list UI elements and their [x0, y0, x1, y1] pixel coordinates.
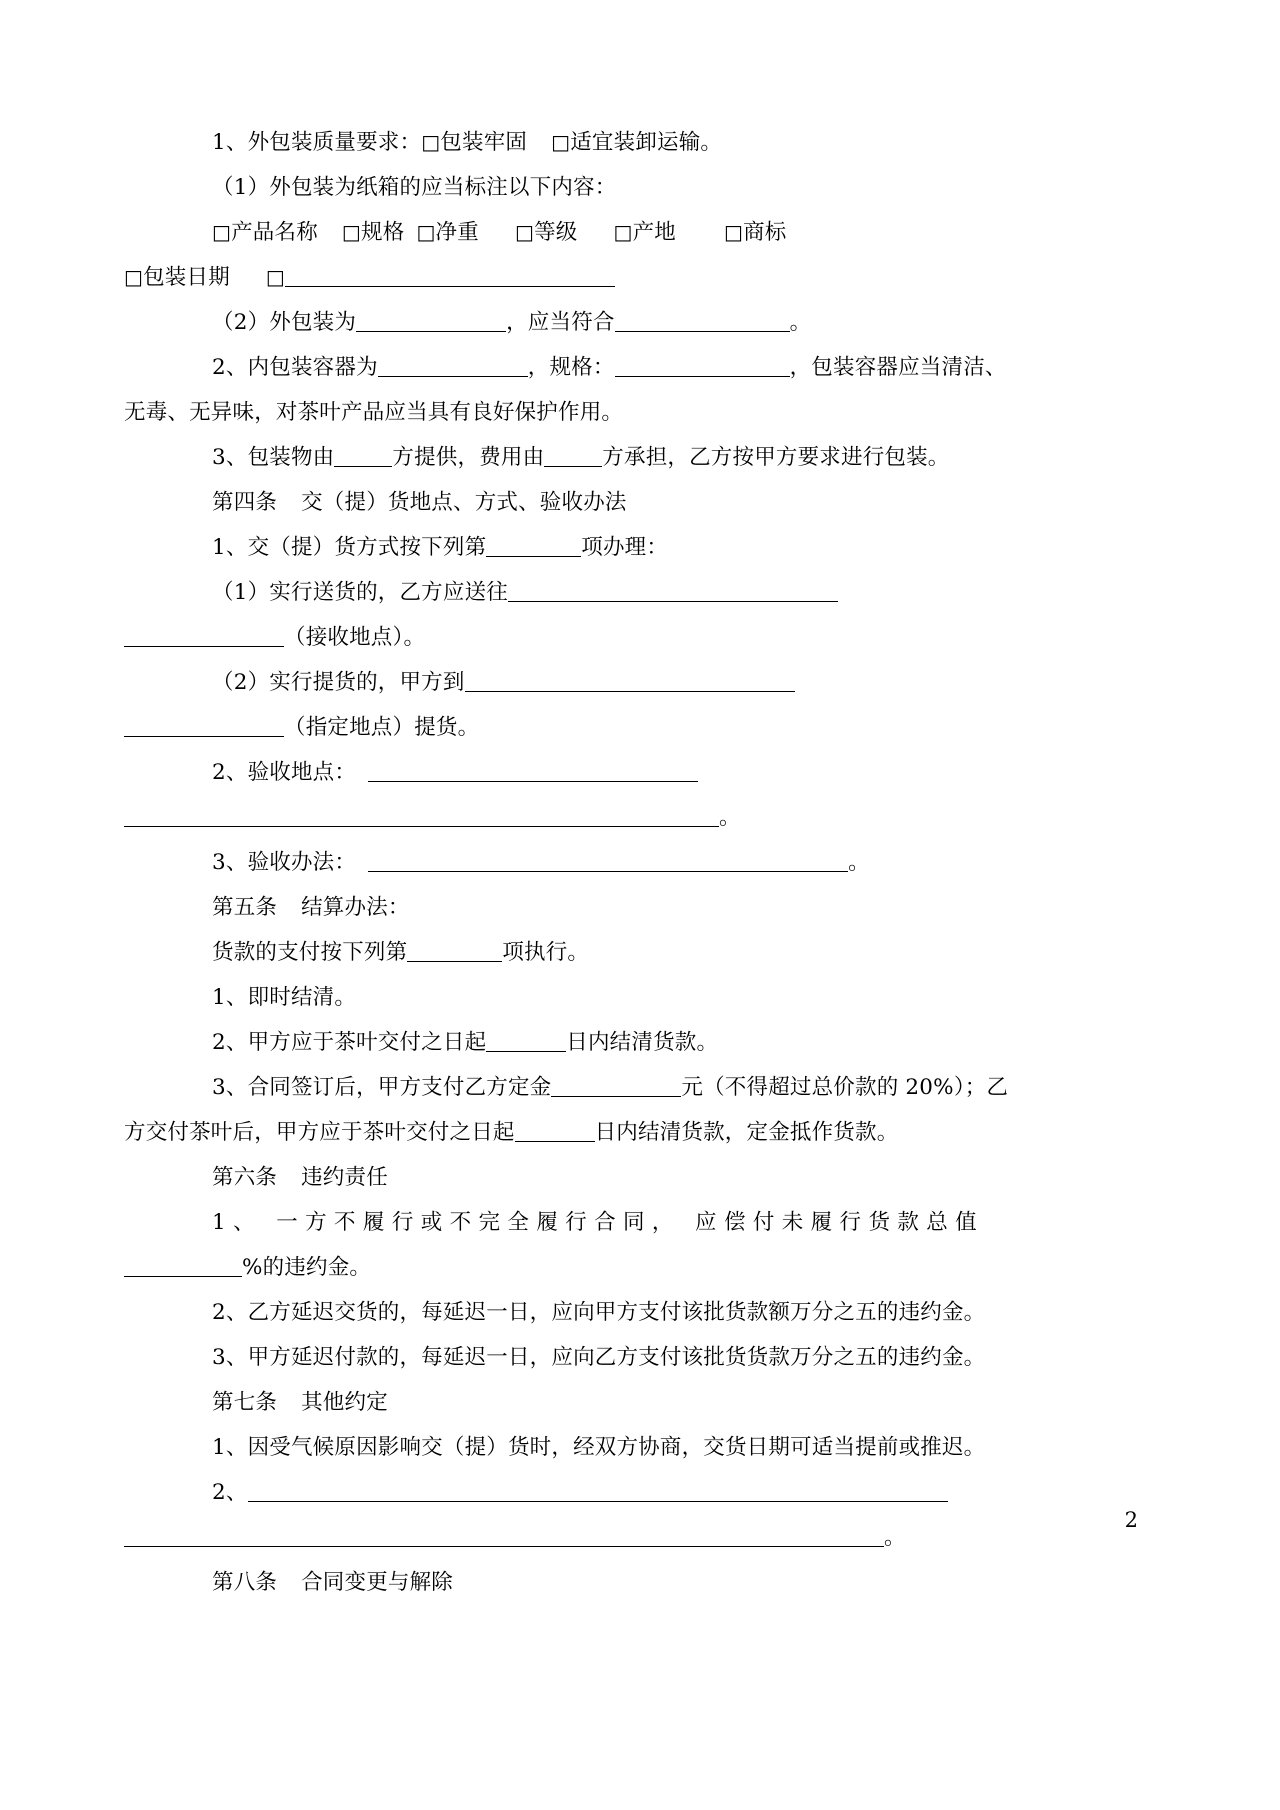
line-delivery-option-2-cont [124, 705, 1116, 750]
heading-article-8 [168, 1560, 1116, 1605]
delivery-method-prefix: 1、交（提）货方式按下列第 [212, 535, 487, 560]
checkbox-icon[interactable] [342, 220, 361, 245]
payment-option-blank[interactable] [407, 940, 502, 962]
label-item-grade: 等级 [534, 220, 578, 245]
delivery-destination-blank-2[interactable] [124, 625, 284, 647]
line-acceptance-location-cont [124, 795, 1116, 840]
delivery-option-2-prefix: （2）实行提货的，甲方到 [212, 670, 465, 695]
article-5-number: 第五条 [212, 895, 278, 920]
line-breach-item-3: 3、甲方延迟付款的，每延迟一日，应向乙方支付该批货货款万分之五的违约金。 [212, 1345, 986, 1370]
outer-package-prefix: （2）外包装为 [212, 310, 357, 335]
line-breach-item-2: 2、乙方延迟交货的，每延迟一日，应向甲方支付该批货款额万分之五的违约金。 [212, 1300, 986, 1325]
line-acceptance-method [168, 840, 1116, 885]
checkbox-icon[interactable] [551, 130, 570, 155]
checkbox-icon[interactable] [416, 220, 435, 245]
inner-container-mid: ，规格： [527, 355, 615, 380]
deposit-amount-blank[interactable] [551, 1075, 681, 1097]
acceptance-method-period: 。 [848, 850, 870, 875]
pickup-location-blank-2[interactable] [124, 715, 284, 737]
heading-article-4 [168, 480, 1116, 525]
article-8-number: 第八条 [212, 1570, 278, 1595]
line-label-items [168, 210, 1116, 255]
packing-date-blank[interactable] [285, 265, 615, 287]
acceptance-location-blank-2[interactable] [124, 805, 719, 827]
payment-item-2-end: 日内结清货款。 [566, 1030, 719, 1055]
label-item-trademark: 商标 [743, 220, 787, 245]
packing-material-provider-blank[interactable] [334, 445, 392, 467]
label-item-packing-date: 包装日期 [143, 265, 230, 290]
line-inner-container [168, 345, 1116, 390]
pickup-location-blank[interactable] [465, 670, 795, 692]
pickup-designated-location-note: （指定地点）提货。 [284, 715, 480, 740]
payment-option-end: 项执行。 [502, 940, 590, 965]
heading-article-5 [168, 885, 1116, 930]
article-6-title: 违约责任 [301, 1165, 388, 1190]
checkbox-icon[interactable] [124, 265, 143, 290]
line-other-item-1: 1、因受气候原因影响交（提）货时，经双方协商，交货日期可适当提前或推迟。 [212, 1435, 986, 1460]
delivery-method-blank[interactable] [486, 535, 581, 557]
checkbox-icon[interactable] [724, 220, 743, 245]
outer-package-standard-blank[interactable] [615, 310, 790, 332]
delivery-option-1-prefix: （1）实行送货的，乙方应送往 [212, 580, 508, 605]
checkbox-icon[interactable] [515, 220, 534, 245]
delivery-receive-location-note: （接收地点）。 [284, 625, 426, 650]
checkbox-icon[interactable] [421, 130, 440, 155]
label-item-product-name: 产品名称 [231, 220, 318, 245]
line-payment-option-select [168, 930, 1116, 975]
article-7-number: 第七条 [212, 1390, 278, 1415]
article-6-number: 第六条 [212, 1165, 278, 1190]
document-body [124, 120, 1116, 1605]
article-4-number: 第四条 [212, 490, 278, 515]
inner-container-end: ，包装容器应当清洁、 [789, 355, 1007, 380]
article-4-title: 交（提）货地点、方式、验收办法 [301, 490, 627, 515]
line-delivery-option-1-cont [124, 615, 1116, 660]
line-payment-item-1: 1、即时结清。 [212, 985, 357, 1010]
article-5-title: 结算办法： [301, 895, 410, 920]
checkbox-icon[interactable] [266, 265, 285, 290]
line-payment-item-2 [168, 1020, 1116, 1065]
line-acceptance-location [168, 750, 1116, 795]
delivery-method-end: 项办理： [581, 535, 669, 560]
line-delivery-option-1 [168, 570, 1116, 615]
payment-item-3-cont-prefix: 方交付茶叶后，甲方应于茶叶交付之日起 [124, 1120, 515, 1145]
line-delivery-option-2 [168, 660, 1116, 705]
inner-container-prefix: 2、内包装容器为 [212, 355, 378, 380]
line-breach-item-1: 1、 一方不履行或不完全履行合同， 应偿付未履行货款总值 [212, 1210, 985, 1235]
acceptance-location-blank[interactable] [368, 760, 698, 782]
breach-penalty-rate-blank[interactable] [124, 1255, 242, 1277]
packaging-option-transport: 适宜装卸运输。 [570, 130, 723, 155]
delivery-destination-blank[interactable] [508, 580, 838, 602]
packaging-quality-prefix: 1、外包装质量要求： [212, 130, 422, 155]
heading-article-6 [168, 1155, 1116, 1200]
other-item-2-blank[interactable] [248, 1480, 948, 1502]
outer-package-blank[interactable] [356, 310, 506, 332]
packing-material-mid: 方提供，费用由 [392, 445, 545, 470]
heading-article-7 [168, 1380, 1116, 1425]
outer-package-end: 。 [789, 310, 812, 335]
payment-item-2-prefix: 2、甲方应于茶叶交付之日起 [212, 1030, 487, 1055]
payment-option-prefix: 货款的支付按下列第 [212, 940, 408, 965]
label-item-net-weight: 净重 [435, 220, 479, 245]
packing-material-prefix: 3、包装物由 [212, 445, 335, 470]
line-packing-date [124, 255, 1116, 300]
payment-item-3-prefix: 3、合同签订后，甲方支付乙方定金 [212, 1075, 552, 1100]
acceptance-location-period: 。 [719, 805, 741, 830]
checkbox-icon[interactable] [613, 220, 632, 245]
packing-material-end: 方承担，乙方按甲方要求进行包装。 [602, 445, 950, 470]
article-7-title: 其他约定 [301, 1390, 388, 1415]
payment-days-blank[interactable] [486, 1030, 566, 1052]
line-outer-package-spec [168, 300, 1116, 345]
packaging-option-firm: 包装牢固 [440, 130, 528, 155]
line-packaging-quality [168, 120, 1116, 165]
other-item-2-blank-2[interactable] [124, 1525, 884, 1547]
line-inner-container-cont: 无毒、无异味，对茶叶产品应当具有良好保护作用。 [124, 400, 624, 425]
other-item-2-prefix: 2、 [212, 1480, 248, 1505]
label-item-spec: 规格 [361, 220, 405, 245]
acceptance-method-prefix: 3、验收办法： [212, 850, 357, 875]
line-carton-label-intro: （1）外包装为纸箱的应当标注以下内容： [212, 175, 617, 200]
inner-container-spec-blank[interactable] [615, 355, 790, 377]
breach-item-1-end: %的违约金。 [242, 1255, 372, 1280]
page-number: 2 [1124, 1508, 1138, 1532]
checkbox-icon[interactable] [212, 220, 231, 245]
line-breach-item-1-cont [124, 1245, 1116, 1290]
line-delivery-method [168, 525, 1116, 570]
label-item-origin: 产地 [632, 220, 676, 245]
payment-item-3-end: 元（不得超过总价款的 20%）；乙 [681, 1075, 1009, 1100]
acceptance-method-blank[interactable] [368, 850, 848, 872]
line-payment-item-3 [168, 1065, 1116, 1110]
outer-package-mid: ，应当符合 [506, 310, 615, 335]
line-payment-item-3-cont [124, 1110, 1116, 1155]
acceptance-location-prefix: 2、验收地点： [212, 760, 357, 785]
payment-item-3-cont-end: 日内结清货款，定金抵作货款。 [594, 1120, 899, 1145]
line-packing-material [168, 435, 1116, 480]
line-other-item-2 [168, 1470, 1116, 1515]
article-8-title: 合同变更与解除 [301, 1570, 454, 1595]
payment-settle-days-blank[interactable] [515, 1120, 595, 1142]
inner-container-blank[interactable] [378, 355, 528, 377]
packing-material-cost-blank[interactable] [544, 445, 602, 467]
line-other-item-2-cont [124, 1515, 1116, 1560]
other-item-2-period: 。 [884, 1525, 906, 1550]
